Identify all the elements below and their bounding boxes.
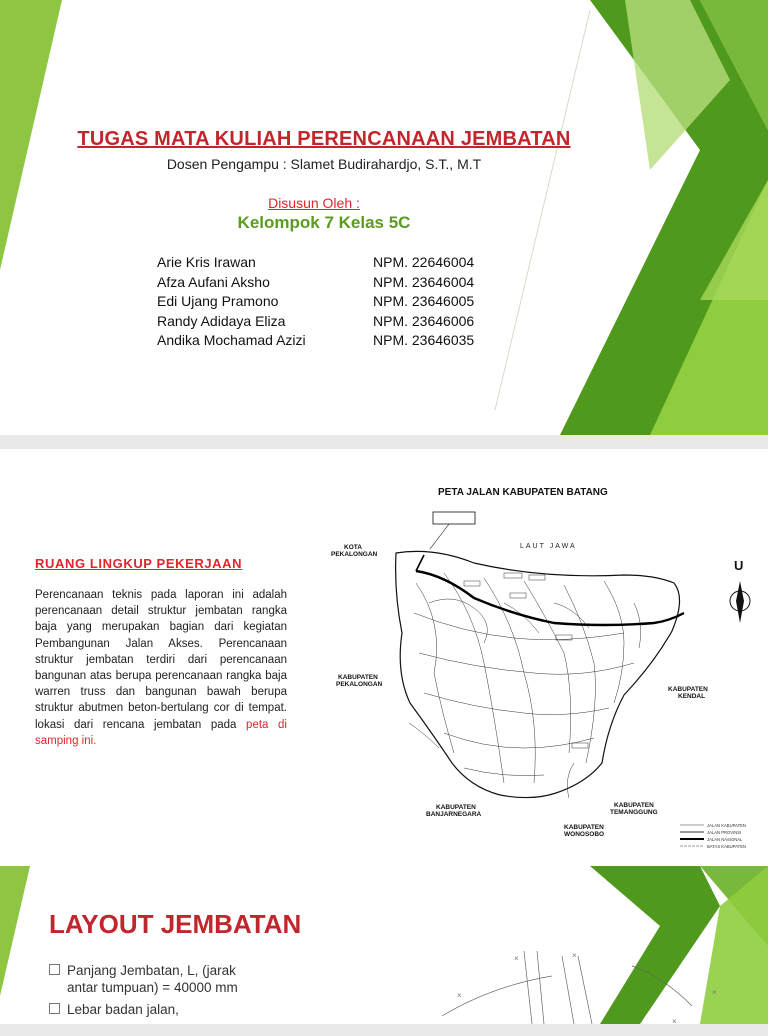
- label-kota-pekalongan: KOTA: [344, 544, 362, 551]
- layout-sketch: [432, 946, 754, 1024]
- svg-text:×: ×: [712, 988, 717, 997]
- member-row: [157, 274, 474, 294]
- svg-text:×: ×: [672, 1017, 677, 1024]
- group-name: Kelompok 7 Kelas 5C: [237, 213, 411, 232]
- member-npm: NPM. 23646005: [373, 293, 475, 310]
- member-name: Afza Aufani Aksho: [157, 273, 270, 290]
- road-network: [409, 573, 641, 798]
- north-arrow-icon: [730, 581, 750, 623]
- svg-text:PEKALONGAN: PEKALONGAN: [331, 551, 378, 558]
- member-npm: NPM. 22646004: [373, 254, 475, 270]
- road-map-batang: [324, 463, 760, 851]
- member-row: [157, 332, 474, 352]
- svg-text:BANJARNEGARA: BANJARNEGARA: [426, 811, 482, 818]
- svg-text:KENDAL: KENDAL: [678, 693, 706, 700]
- map-title: PETA JALAN KABUPATEN BATANG: [438, 487, 608, 498]
- member-list: [157, 254, 474, 352]
- layout-title: LAYOUT JEMBATAN: [49, 909, 302, 939]
- legend-item: JALAN NASIONAL: [707, 837, 743, 842]
- legend-item: BATAS KABUPATEN: [707, 844, 747, 849]
- compiled-by-label: Disusun Oleh :: [268, 195, 360, 211]
- bullet-span-length: Panjang Jembatan, L, (jarak antar tumpuan) = 40000 mm: [49, 962, 238, 996]
- label-kab-kendal: KABUPATEN: [668, 686, 708, 693]
- legend-item: JALAN KABUPATEN: [707, 823, 746, 828]
- title-slide: [0, 0, 768, 435]
- member-row: [157, 254, 474, 274]
- bullet-road-width: Lebar badan jalan,: [49, 1001, 179, 1018]
- svg-text:PEKALONGAN: PEKALONGAN: [336, 681, 383, 688]
- label-kab-pekalongan: KABUPATEN: [338, 674, 378, 681]
- slide-title: TUGAS MATA KULIAH PERENCANAAN JEMBATAN: [77, 128, 571, 150]
- member-row: [157, 293, 474, 313]
- regency-outline: [396, 551, 680, 797]
- bridge-layout-drawing: [432, 946, 754, 1036]
- member-name: Arie Kris Irawan: [157, 254, 256, 270]
- map-legend: [680, 823, 746, 849]
- member-npm: NPM. 23646004: [373, 273, 475, 290]
- road-map-drawing: [324, 463, 760, 851]
- member-name: Andika Mochamad Azizi: [157, 332, 306, 349]
- member-row: [157, 313, 474, 333]
- north-label: U: [734, 558, 744, 573]
- scope-body-highlight: peta di samping ini.: [35, 718, 287, 747]
- label-kab-wonosobo: KABUPATEN: [564, 824, 604, 831]
- bullet-box-icon: [49, 1003, 60, 1014]
- svg-text:WONOSOBO: WONOSOBO: [564, 831, 605, 838]
- sea-label: LAUT JAWA: [520, 543, 577, 550]
- lecturer-line: Dosen Pengampu : Slamet Budirahardjo, S.T., M.T: [166, 156, 482, 172]
- label-kab-temanggung: KABUPATEN: [614, 802, 654, 809]
- scope-body: [35, 587, 287, 749]
- member-name: Edi Ujang Pramono: [157, 293, 279, 310]
- scope-heading: RUANG LINGKUP PEKERJAAN: [35, 556, 243, 571]
- bullet-box-icon: [49, 964, 60, 975]
- legend-item: JALAN PROVINSI: [707, 830, 742, 835]
- map-callout-box: [433, 512, 475, 524]
- svg-text:TEMANGGUNG: TEMANGGUNG: [610, 809, 658, 816]
- national-road: [416, 571, 684, 625]
- scope-body-text: Perencanaan teknis pada laporan ini adalah perencanaan detail struktur jembatan rangka baja yang merupakan bagian dari kegiatan Pembangunan Jalan Akses. Perencanaan struktur jembatan terdiri dari perencanaan bangunan atas berupa perencanaan rangka baja warren truss dan bangunan bawah berupa struktur abutmen beton-bertulang cor di tempat. lokasi dari rencana jembatan pada: [35, 589, 287, 731]
- member-name: Randy Adidaya Eliza: [157, 312, 286, 329]
- member-npm: NPM. 23646006: [373, 312, 475, 329]
- svg-text:×: ×: [572, 951, 577, 960]
- svg-text:×: ×: [514, 954, 519, 963]
- member-npm: NPM. 23646035: [373, 332, 475, 349]
- label-kab-banjarnegara: KABUPATEN: [436, 804, 476, 811]
- svg-text:×: ×: [457, 991, 462, 1000]
